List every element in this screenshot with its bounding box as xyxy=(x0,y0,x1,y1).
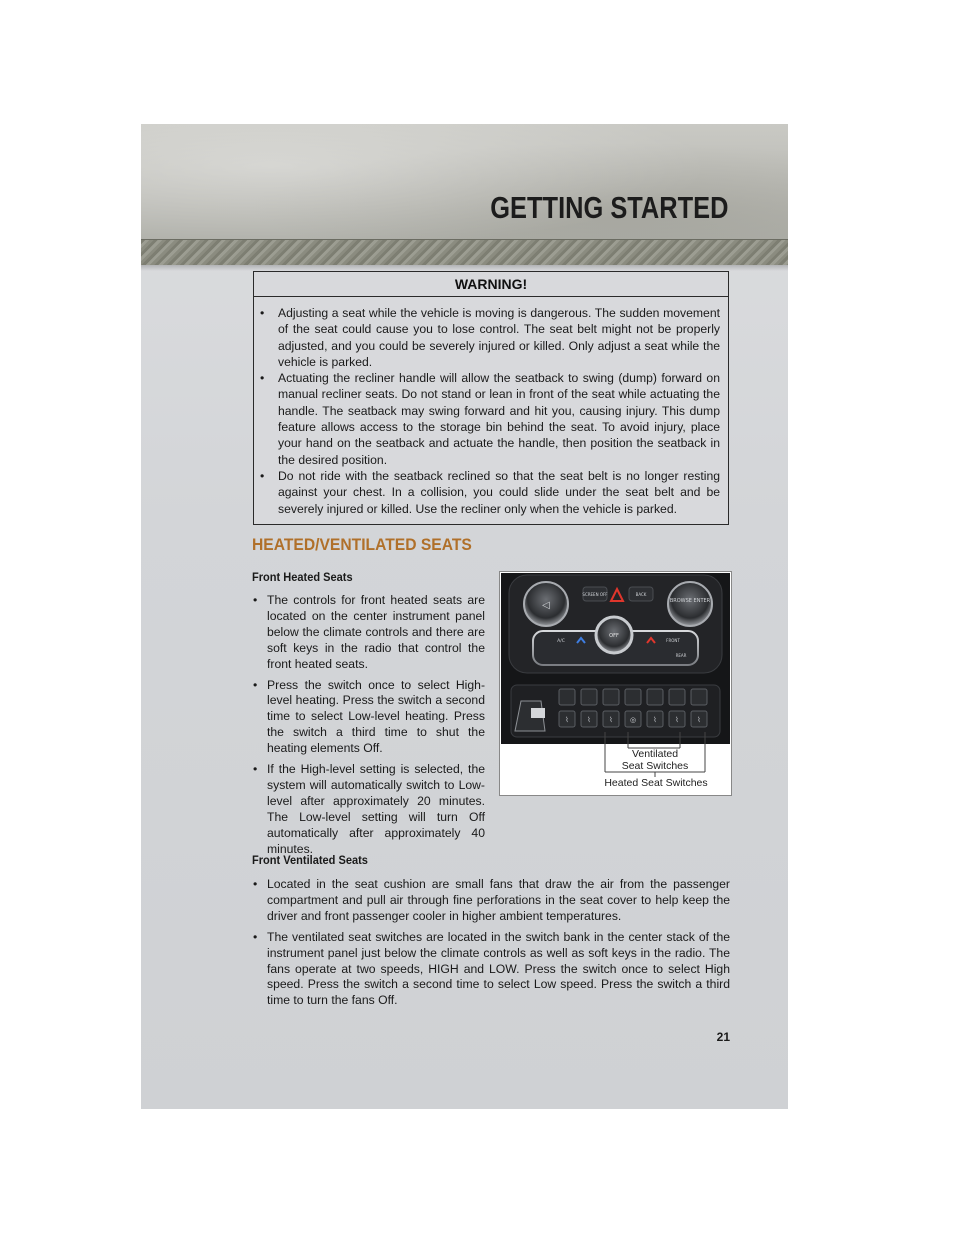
manual-page xyxy=(141,124,788,1109)
switch-bank-figure xyxy=(499,571,732,796)
svg-text:⌇: ⌇ xyxy=(675,716,679,724)
svg-text:⌇: ⌇ xyxy=(565,716,569,724)
warning-box xyxy=(253,271,729,525)
list-item: • The controls for front heated seats are located on the center instrument panel below the climate controls and there are soft keys in the radio that control the front heated seats. xyxy=(253,593,485,673)
off-label: OFF xyxy=(609,633,619,639)
back-label: BACK xyxy=(635,592,647,597)
rear-defrost-label: REAR xyxy=(675,653,687,658)
ac-label: A/C xyxy=(557,639,565,644)
callout-lines xyxy=(500,572,731,795)
list-item: • The ventilated seat switches are located in the switch bank in the center stack of the instrument panel just below the climate controls as well as soft keys in the radio. The fans operate at two speeds, HIGH and LOW. Press the switch once to select High speed. Press the switch a second time to select Low speed. Press the switch a third time to turn the fans Off. xyxy=(253,930,730,1010)
header-banner xyxy=(141,124,788,264)
svg-text:⌇: ⌇ xyxy=(653,716,657,724)
warning-list xyxy=(254,297,728,517)
warning-item: • Actuating the recliner handle will allow the seatback to swing (dump) forward on manual recliner seats. Do not stand or lean in front of the seat while actuating the handle. The seatback may swing forward and hit you, causing injury. This dump feature allows access to the storage bin behind the seat. To avoid injury, place your hand on the seatback and actuate the handle, then position the seatback in the desired position. xyxy=(278,370,720,468)
warning-heading: WARNING! xyxy=(254,272,728,297)
page-number: 21 xyxy=(716,1030,730,1044)
ventilated-seats-heading: Front Ventilated Seats xyxy=(252,853,368,867)
heated-seats-list xyxy=(253,593,485,863)
svg-text:⌇: ⌇ xyxy=(609,716,613,724)
screen-off-label: SCREEN OFF xyxy=(582,592,608,597)
list-item-text: • If the High-level setting is selected, the system will automatically switch to Low-level after approximately 20 minutes. The Low-level setting will turn Off automatically after approximately 40 minutes. xyxy=(267,762,485,856)
volume-icon: ◁ xyxy=(542,600,550,611)
section-title: HEATED/VENTILATED SEATS xyxy=(252,535,472,554)
ventilated-switches-caption: Ventilated Seat Switches xyxy=(621,748,689,772)
list-item: • Located in the seat cushion are small fans that draw the air from the passenger compartment and pull air through fine perforations in the seat cover to help keep the driver and front passenger cooler in higher ambient temperatures. xyxy=(253,877,730,925)
svg-text:⌇: ⌇ xyxy=(697,716,701,724)
browse-enter-label: BROWSE ENTER xyxy=(669,598,711,604)
page-title: GETTING STARTED xyxy=(489,190,728,225)
ventilated-seats-list xyxy=(253,877,730,1014)
header-stripe xyxy=(141,239,788,265)
heated-switches-caption: Heated Seat Switches xyxy=(604,777,708,789)
front-defrost-label: FRONT xyxy=(666,638,680,643)
svg-text:⌇: ⌇ xyxy=(587,716,591,724)
heated-seats-heading: Front Heated Seats xyxy=(252,570,353,584)
list-item: • Press the switch once to select High-level heating. Press the switch a second time to select Low-level heating. Press the switch a third time to shut the heating elements Off. xyxy=(253,678,485,758)
warning-item: • Do not ride with the seatback reclined so that the seat belt is no longer resting against your chest. In a collision, you could slide under the seat belt and be severely injured or killed. Use the recliner only when the vehicle is parked. xyxy=(278,468,720,517)
svg-text:◎: ◎ xyxy=(629,716,637,724)
warning-item: • Adjusting a seat while the vehicle is moving is dangerous. The sudden movement of the seat could cause you to lose control. The seat belt might not be properly adjusted, and you could be severely injured or killed. Only adjust a seat while the vehicle is parked. xyxy=(278,305,720,370)
